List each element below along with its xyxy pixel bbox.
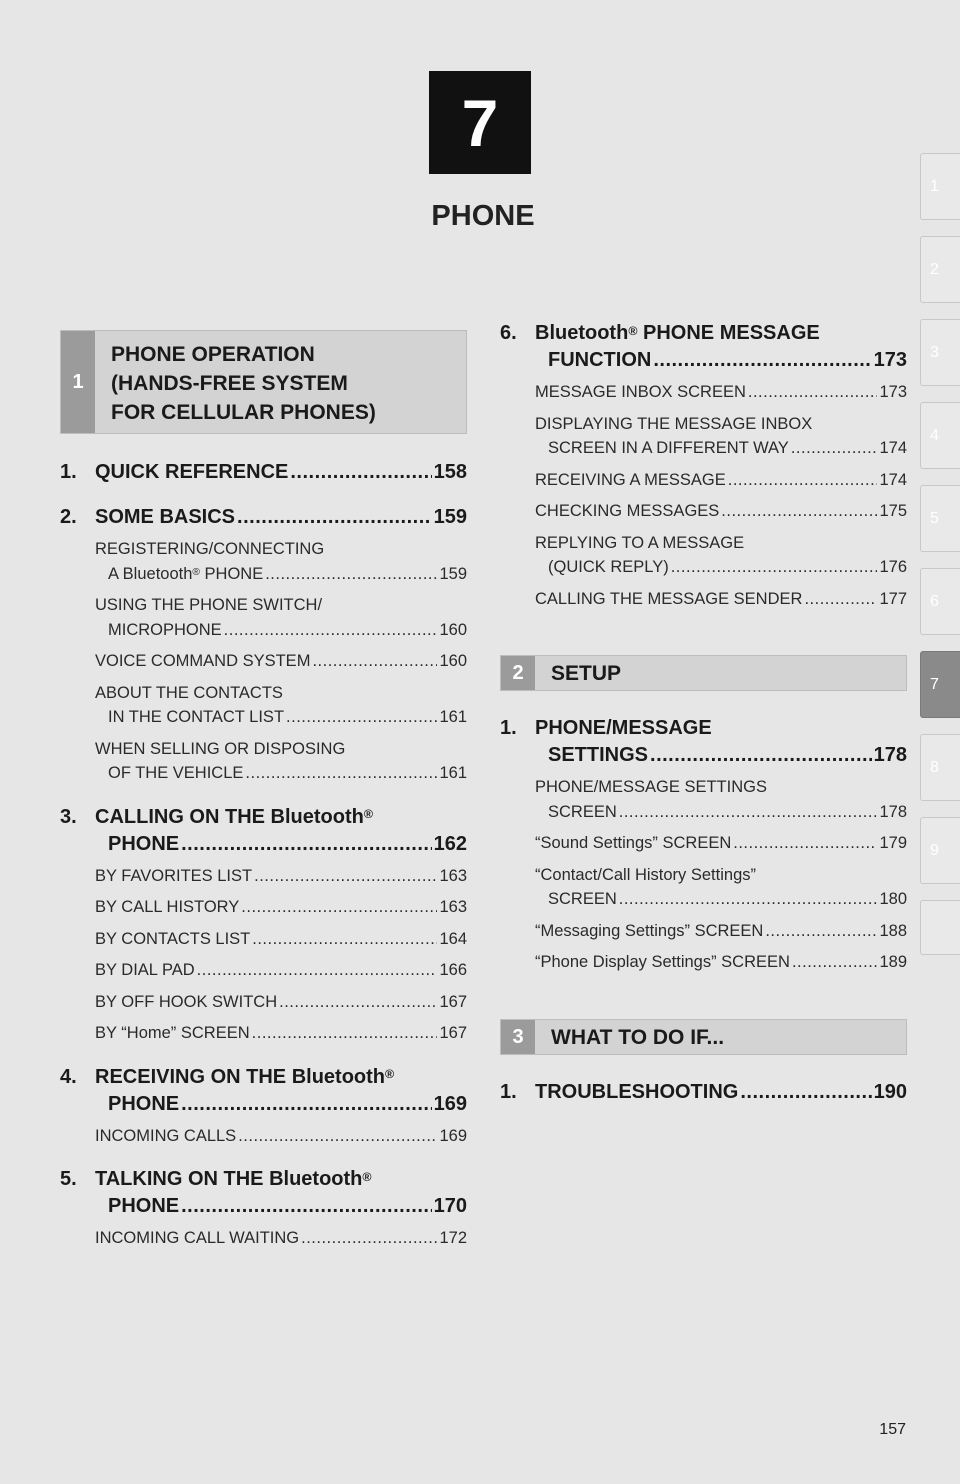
toc-page-number: 173 (873, 349, 907, 371)
toc-entry-title: PHONE (108, 832, 180, 855)
toc-entry-title: INCOMING CALLS (95, 1126, 237, 1145)
toc-entry-title: MESSAGE INBOX SCREEN (535, 383, 746, 401)
toc-entry-title: (QUICK REPLY) (548, 558, 669, 576)
chapter-title: PHONE (431, 200, 535, 232)
toc-entry-title: Bluetooth® PHONE MESSAGE (535, 322, 820, 344)
dot-leader (312, 649, 437, 674)
dot-leader (791, 436, 878, 461)
toc-entry-title: REGISTERING/CONNECTING (95, 540, 325, 558)
toc-entry-number: 6. (500, 322, 517, 344)
toc-subentry[interactable] (500, 863, 907, 912)
dot-leader (181, 831, 432, 858)
toc-entry-title: INCOMING CALL WAITING (95, 1229, 300, 1247)
toc-subentry[interactable] (500, 531, 907, 580)
section-title: SETUP (551, 662, 622, 685)
toc-chapter-entry[interactable] (60, 459, 467, 486)
toc-page-number: 169 (433, 1092, 467, 1115)
dot-leader (286, 705, 437, 730)
dot-leader (265, 562, 437, 587)
toc-page-number: 160 (439, 652, 467, 670)
toc-entry-title: PHONE (108, 1195, 180, 1217)
toc-page-number: 169 (439, 1126, 467, 1145)
toc-entry-title: CHECKING MESSAGES (535, 502, 720, 520)
toc-entry-title: QUICK REFERENCE (95, 461, 289, 483)
toc-entry-title: “Sound Settings” SCREEN (535, 834, 732, 852)
dot-leader (804, 587, 877, 612)
toc-entry-title: BY OFF HOOK SWITCH (95, 992, 278, 1011)
toc-page-number: 160 (439, 620, 467, 639)
toc-subentry[interactable] (500, 831, 907, 856)
toc-entry-title: MICROPHONE (108, 620, 222, 639)
toc-left-column (60, 459, 467, 1258)
toc-subentry[interactable] (500, 468, 907, 493)
toc-page-number: 159 (433, 506, 467, 528)
toc-entry-title: TALKING ON THE Bluetooth® (95, 1168, 372, 1190)
toc-entry-title: BY FAVORITES LIST (95, 866, 253, 885)
toc-entry-title: WHEN SELLING OR DISPOSING (95, 739, 346, 758)
toc-chapter-entry[interactable] (60, 1064, 467, 1118)
toc-chapter-entry[interactable] (500, 715, 907, 769)
toc-page-number: 180 (879, 890, 907, 908)
toc-entry-title: RECEIVING ON THE Bluetooth® (95, 1065, 395, 1088)
chapter-number-box (429, 71, 531, 174)
toc-entry-title: SOME BASICS (95, 506, 236, 528)
toc-right-column-part3 (500, 1079, 907, 1112)
toc-entry-title: USING THE PHONE SWITCH/ (95, 596, 323, 614)
chapter-tab-9[interactable]: 9 (920, 817, 960, 884)
toc-right-column-part1 (500, 320, 907, 618)
dot-leader (237, 504, 432, 531)
dot-leader (619, 800, 878, 825)
toc-page-number: 178 (879, 802, 907, 821)
toc-entry-title: BY “Home” SCREEN (95, 1024, 250, 1042)
toc-page-number: 176 (879, 558, 907, 576)
toc-entry-title: “Phone Display Settings” SCREEN (535, 953, 790, 971)
dot-leader (653, 347, 871, 374)
toc-entry-title: BY DIAL PAD (95, 961, 195, 979)
toc-page-number: 163 (439, 866, 467, 885)
toc-subentry[interactable] (60, 649, 467, 674)
toc-entry-title: CALLING ON THE Bluetooth® (95, 805, 373, 828)
dot-leader (279, 990, 437, 1015)
toc-entry-title: PHONE (108, 1092, 180, 1115)
toc-entry-title: “Messaging Settings” SCREEN (535, 921, 764, 940)
toc-page-number: 173 (879, 383, 907, 401)
toc-subentry[interactable] (500, 587, 907, 612)
toc-entry-title: PHONE/MESSAGE SETTINGS (535, 778, 767, 796)
toc-entry-title: RECEIVING A MESSAGE (535, 470, 726, 489)
toc-page-number: 177 (879, 589, 907, 608)
toc-subentry[interactable] (500, 919, 907, 944)
dot-leader (245, 761, 437, 786)
toc-page-number: 161 (439, 764, 467, 782)
section-title: WHAT TO DO IF... (551, 1026, 725, 1049)
section-header-1 (60, 330, 467, 434)
toc-subentry[interactable] (60, 1021, 467, 1046)
dot-leader (650, 742, 872, 769)
toc-subentry[interactable] (60, 593, 467, 642)
toc-entry-number: 1. (60, 461, 77, 483)
toc-entry-title: DISPLAYING THE MESSAGE INBOX (535, 414, 813, 433)
dot-leader (728, 468, 878, 493)
toc-entry-title: SCREEN (548, 890, 617, 908)
section-number: 2 (501, 656, 535, 690)
toc-subentry[interactable] (60, 958, 467, 983)
toc-chapter-entry[interactable] (60, 804, 467, 858)
toc-entry-title: CALLING THE MESSAGE SENDER (535, 589, 803, 608)
toc-subentry[interactable] (500, 380, 907, 405)
toc-entry-title: VOICE COMMAND SYSTEM (95, 652, 311, 670)
chapter-tab-2[interactable]: 2 (920, 236, 960, 303)
toc-page-number: 163 (439, 898, 467, 916)
toc-entry-title: IN THE CONTACT LIST (108, 708, 285, 726)
toc-entry-number: 2. (60, 506, 77, 528)
dot-leader (241, 895, 437, 920)
chapter-tab-1[interactable]: 1 (920, 153, 960, 220)
toc-page-number: 164 (439, 929, 467, 948)
section-header-3 (500, 1019, 907, 1055)
toc-page-number: 178 (873, 744, 907, 766)
toc-page-number: 174 (879, 470, 907, 489)
toc-entry-title: SCREEN IN A DIFFERENT WAY (548, 439, 789, 457)
toc-subentry[interactable] (60, 681, 467, 730)
dot-leader (619, 887, 878, 912)
toc-entry-title: REPLYING TO A MESSAGE (535, 533, 745, 552)
dot-leader (792, 950, 878, 975)
toc-entry-title: ABOUT THE CONTACTS (95, 683, 283, 702)
dot-leader (721, 499, 877, 524)
dot-leader (224, 618, 438, 643)
toc-subentry[interactable] (60, 895, 467, 920)
toc-page-number: 172 (439, 1229, 467, 1247)
section-title: PHONE OPERATION (HANDS-FREE SYSTEM FOR CELLULAR PHONES) (111, 343, 376, 424)
toc-entry-title: PHONE/MESSAGE (535, 717, 712, 739)
toc-entry-title: FUNCTION (548, 349, 652, 371)
chapter-number: 7 (461, 85, 499, 160)
toc-page-number: 175 (879, 502, 907, 520)
toc-page-number: 188 (879, 921, 907, 940)
toc-page-number: 179 (879, 834, 907, 852)
toc-page-number: 190 (873, 1081, 907, 1103)
toc-chapter-entry[interactable] (60, 504, 467, 531)
toc-chapter-entry[interactable] (500, 320, 907, 374)
dot-leader (252, 1021, 438, 1046)
chapter-tab-blank[interactable] (920, 900, 960, 955)
toc-subentry[interactable] (500, 499, 907, 524)
dot-leader (301, 1226, 437, 1251)
toc-subentry[interactable] (500, 412, 907, 461)
dot-leader (290, 459, 431, 486)
toc-entry-title: SCREEN (548, 802, 617, 821)
toc-page-number: 170 (433, 1195, 467, 1217)
dot-leader (181, 1193, 432, 1220)
toc-page-number: 166 (439, 961, 467, 979)
chapter-tab-3[interactable]: 3 (920, 319, 960, 386)
toc-page-number: 167 (439, 1024, 467, 1042)
toc-subentry[interactable] (60, 537, 467, 586)
toc-page-number: 159 (439, 564, 467, 583)
toc-entry-title: SETTINGS (548, 744, 649, 766)
dot-leader (733, 831, 877, 856)
toc-entry-title: BY CALL HISTORY (95, 898, 240, 916)
dot-leader (671, 555, 878, 580)
toc-entry-number: 4. (60, 1065, 77, 1088)
toc-subentry[interactable] (60, 1124, 467, 1149)
page-number: 157 (879, 1421, 906, 1438)
dot-leader (748, 380, 878, 405)
toc-subentry[interactable] (500, 950, 907, 975)
chapter-tab-5[interactable]: 5 (920, 485, 960, 552)
toc-subentry[interactable] (60, 864, 467, 889)
dot-leader (765, 919, 877, 944)
toc-entry-title: A Bluetooth® PHONE (108, 564, 264, 583)
chapter-tab-8[interactable]: 8 (920, 734, 960, 801)
dot-leader (254, 864, 437, 889)
section-number: 1 (61, 331, 95, 433)
toc-right-column-part2 (500, 715, 907, 982)
chapter-tab-6[interactable]: 6 (920, 568, 960, 635)
toc-entry-title: OF THE VEHICLE (108, 764, 244, 782)
section-number: 3 (501, 1020, 535, 1054)
toc-subentry[interactable] (60, 1226, 467, 1251)
toc-subentry[interactable] (60, 737, 467, 786)
toc-subentry[interactable] (500, 775, 907, 824)
toc-page-number: 162 (433, 832, 467, 855)
toc-entry-title: “Contact/Call History Settings” (535, 865, 756, 884)
toc-page-number: 174 (879, 439, 907, 457)
toc-page-number: 189 (879, 953, 907, 971)
toc-subentry[interactable] (60, 990, 467, 1015)
dot-leader (740, 1079, 871, 1106)
toc-chapter-entry[interactable] (500, 1079, 907, 1106)
toc-entry-title: BY CONTACTS LIST (95, 929, 251, 948)
section-header-2 (500, 655, 907, 691)
dot-leader (181, 1091, 432, 1118)
chapter-tab-7[interactable]: 7 (920, 651, 960, 718)
toc-chapter-entry[interactable] (60, 1166, 467, 1220)
toc-subentry[interactable] (60, 927, 467, 952)
toc-page-number: 158 (433, 461, 467, 483)
toc-page-number: 167 (439, 992, 467, 1011)
dot-leader (197, 958, 438, 983)
toc-entry-number: 1. (500, 717, 517, 739)
toc-entry-number: 3. (60, 805, 77, 828)
dot-leader (252, 927, 437, 952)
toc-page-number: 161 (439, 708, 467, 726)
chapter-tab-4[interactable]: 4 (920, 402, 960, 469)
toc-entry-number: 5. (60, 1168, 77, 1190)
dot-leader (238, 1124, 437, 1149)
toc-entry-number: 1. (500, 1081, 517, 1103)
toc-entry-title: TROUBLESHOOTING (535, 1081, 739, 1103)
